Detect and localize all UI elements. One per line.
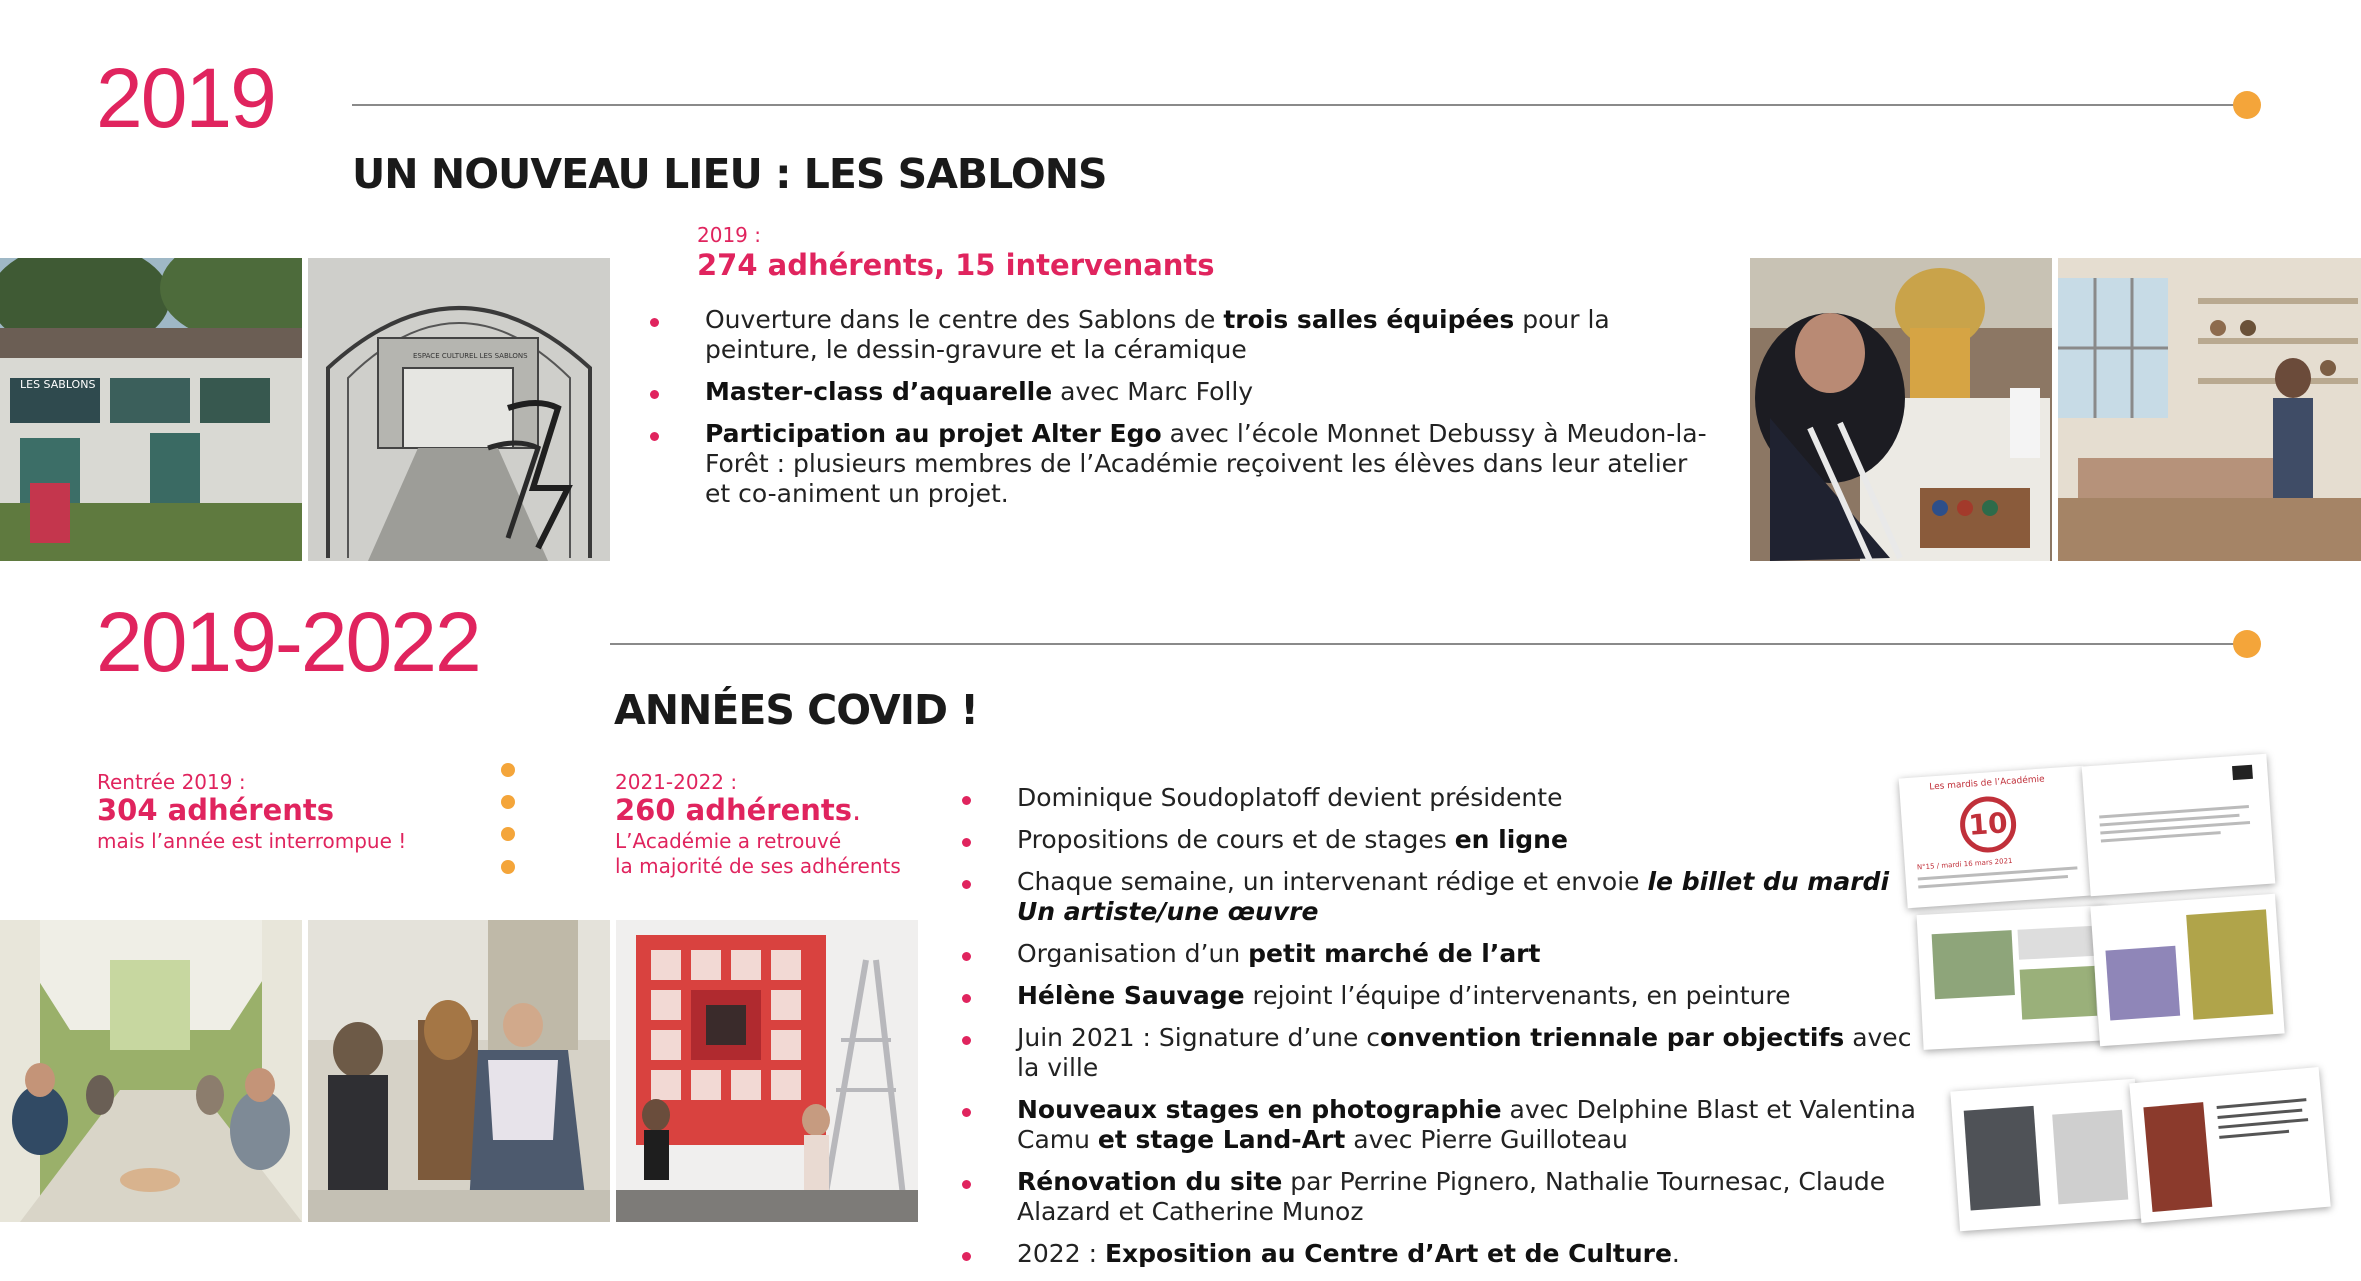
bullet-item: Master-class d’aquarelle avec Marc Folly bbox=[650, 377, 1720, 407]
card-image bbox=[2018, 926, 2099, 960]
stat-label: 2019 : bbox=[697, 223, 761, 247]
stat-value-wrap bbox=[615, 793, 861, 827]
card-caption: N°15 / mardi 16 mars 2021 bbox=[1916, 856, 2013, 872]
stat-label: Rentrée 2019 : bbox=[97, 770, 246, 794]
card-title: Les mardis de l’Académie bbox=[1929, 774, 2045, 793]
text-line bbox=[2217, 1098, 2307, 1109]
timeline-dot bbox=[2233, 91, 2261, 119]
bullet-list bbox=[650, 305, 1720, 521]
stat-value: 304 adhérents bbox=[97, 793, 335, 827]
card-emblem: 10 bbox=[1958, 795, 2018, 855]
photo-outdoor-tent-class bbox=[0, 920, 302, 1222]
stat-note: mais l’année est interrompue ! bbox=[97, 829, 407, 853]
text-line bbox=[2218, 1118, 2308, 1129]
timeline-rule bbox=[610, 643, 2242, 645]
timeline-dot bbox=[2233, 630, 2261, 658]
separator-dot bbox=[501, 827, 515, 841]
separator-dot bbox=[501, 795, 515, 809]
newsletter-card bbox=[2090, 894, 2284, 1047]
photo-entrance-sketch bbox=[308, 258, 610, 561]
card-image bbox=[2020, 966, 2098, 1020]
stat-label: 2021-2022 : bbox=[615, 770, 738, 794]
section-year-2019-2022: 2019-2022 bbox=[96, 595, 480, 689]
newsletter-card bbox=[2129, 1067, 2330, 1223]
bullet-item: Nouveaux stages en photographie avec Delphine Blast et Valentina Camu et stage Land-Art avec Pierre Guilloteau bbox=[962, 1095, 1922, 1155]
stat-value: 260 adhérents bbox=[615, 793, 853, 827]
newsletter-card bbox=[1899, 766, 2093, 909]
photo-sign-text: LES SABLONS bbox=[20, 378, 96, 391]
photo-sign-text: ESPACE CULTUREL LES SABLONS bbox=[413, 352, 528, 360]
text-line bbox=[2219, 1130, 2289, 1139]
bullet-item: Organisation d’un petit marché de l’art bbox=[962, 939, 1922, 969]
bullet-item: Rénovation du site par Perrine Pignero, Nathalie Tournesac, Claude Alazard et Catherine Munoz bbox=[962, 1167, 1922, 1227]
section-year-2019: 2019 bbox=[96, 51, 275, 145]
card-image bbox=[2143, 1102, 2212, 1212]
bullet-item: Juin 2021 : Signature d’une convention triennale par objectifs avec la ville bbox=[962, 1023, 1922, 1083]
card-image bbox=[1932, 930, 2015, 999]
bullet-item: Hélène Sauvage rejoint l’équipe d’intervenants, en peinture bbox=[962, 981, 1922, 1011]
bullet-item: 2022 : Exposition au Centre d’Art et de Culture. bbox=[962, 1239, 1922, 1269]
photo-ceramics-workshop bbox=[2058, 258, 2361, 561]
card-image bbox=[2052, 1110, 2128, 1205]
card-image bbox=[2105, 946, 2180, 1021]
bullet-item: Participation au projet Alter Ego avec l’école Monnet Debussy à Meudon-la-Forêt : plusieurs membres de l’Académie reçoivent les élèves dans leur atelier et co-animent un projet. bbox=[650, 419, 1720, 509]
newsletter-card bbox=[1950, 1079, 2144, 1232]
section-heading: UN NOUVEAU LIEU : LES SABLONS bbox=[352, 150, 1107, 198]
newsletter-card bbox=[2082, 754, 2276, 897]
photo-painting-class bbox=[1750, 258, 2052, 561]
bullet-list bbox=[962, 783, 1922, 1281]
newsletter-card bbox=[1917, 905, 2114, 1050]
bullet-item: Ouverture dans le centre des Sablons de trois salles équipées pour la peinture, le dessin-gravure et la céramique bbox=[650, 305, 1720, 365]
card-image bbox=[1964, 1106, 2041, 1211]
section-heading: ANNÉES COVID ! bbox=[614, 686, 979, 734]
bullet-item: Chaque semaine, un intervenant rédige et envoie le billet du mardi Un artiste/une œuvre bbox=[962, 867, 1922, 927]
timeline-rule bbox=[352, 104, 2242, 106]
separator-dot bbox=[501, 763, 515, 777]
stat-note: L’Académie a retrouvé bbox=[615, 829, 842, 853]
separator-dot bbox=[501, 860, 515, 874]
card-image bbox=[2186, 909, 2273, 1019]
photo-exhibition-quilt bbox=[616, 920, 918, 1222]
stat-value: 274 adhérents, 15 intervenants bbox=[697, 248, 1215, 282]
photo-building-exterior bbox=[0, 258, 302, 561]
bullet-item: Propositions de cours et de stages en ligne bbox=[962, 825, 1922, 855]
stat-note: la majorité de ses adhérents bbox=[615, 854, 901, 878]
photo-sculpture-class bbox=[308, 920, 610, 1222]
stat-value-dot: . bbox=[852, 793, 862, 827]
text-line bbox=[2217, 1109, 2302, 1119]
card-logo bbox=[2232, 765, 2253, 780]
bullet-item: Dominique Soudoplatoff devient présidente bbox=[962, 783, 1922, 813]
